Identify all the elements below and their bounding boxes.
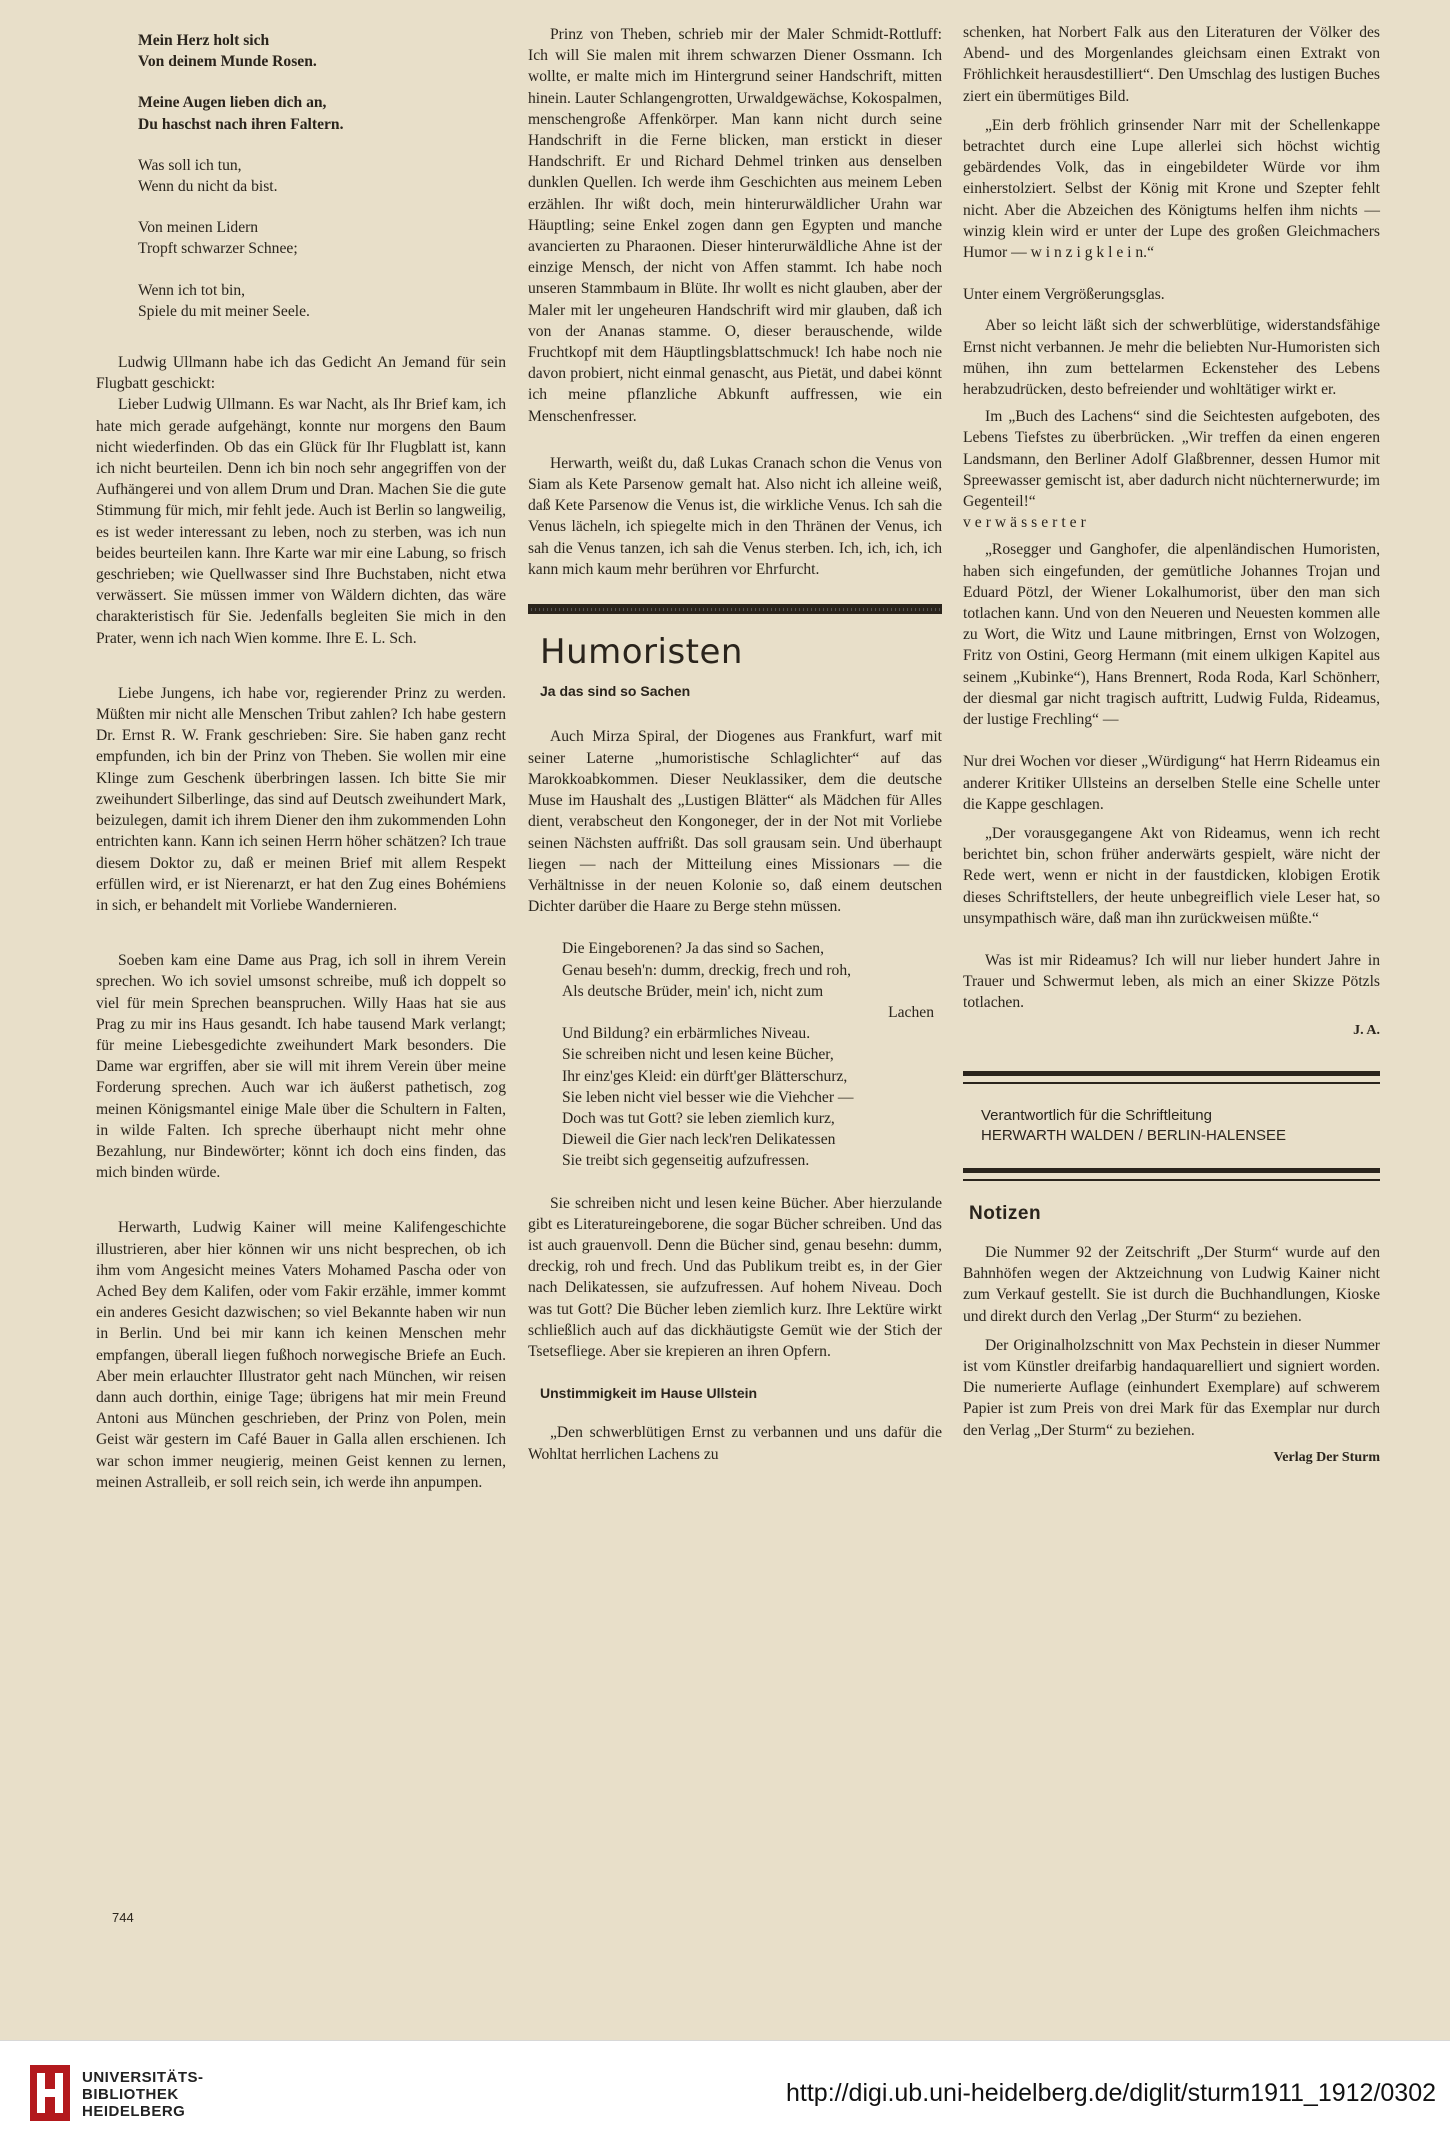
paragraph: Sie schreiben nicht und lesen keine Bücher. Aber hierzulande gibt es Literatureingeborene, die sogar Bücher schreiben. Und das ist auch grauenvoll. Denn die Bücher sind, genau besehn: dumm, dreckig, roh und frech. Und das Publikum treibt es, in der Gier nach Delikatessen, sie aufzufressen. Auf hohem Niveau. Doch was tut Gott? Die Bücher leben ziemlich kurz. Ihre Lektüre wirkt schließlich auch auf das dickhäutigste Gemüt wie der Stich der Tsetsefliege. Aber sie krepieren an ihren Opfern. [528, 1194, 942, 1360]
paragraph: Auch Mirza Spiral, der Diogenes aus Frankfurt, warf mit seiner Laterne „humoristische Schlaglichter“ auf das Marokkoabkommen. Dieser Neuklassiker, dem die deutsche Muse im Haushalt des „Lustigen Blätter“ als Mädchen für Alles dient, verabscheut den Kongoneger, der in der Not mit Vorliebe seinen Nächsten auffrißt. Das soll grausam sein. Und überhaupt liegen — nach der Mitteilung eines Missionars — die Verhältnisse in der neuen Kolonie so, daß einem deutschen Dichter darüber die Haare zu Berge stehn müssen. [528, 728, 942, 916]
paragraph: Nur drei Wochen vor dieser „Würdigung“ hat Herrn Rideamus ein anderer Kritiker Ullsteins an derselben Stelle eine Schelle unter die Kappe geschlagen. [963, 753, 1380, 813]
poem-line: Was soll ich tun, [138, 156, 242, 174]
paragraph: Der Originalholzschnitt von Max Pechstein in dieser Nummer ist vom Künstler dreifarbig handaquarelliert und signiert worden. Die numerierte Auflage (einhundert Exemplare) auf schwerem Papier ist zum Preis von drei Mark für das Exemplar nur durch den Verlag „Der Sturm“ zu beziehen. [963, 1336, 1380, 1439]
poem-line: Von deinem Munde Rosen. [138, 53, 317, 71]
divider [963, 1168, 1380, 1181]
poem-line: Lachen [888, 1003, 934, 1021]
poem-line: Und Bildung? ein erbärmliches Niveau. [562, 1025, 811, 1043]
column-middle [528, 24, 942, 1486]
paragraph: Was ist mir Rideamus? Ich will nur lieber hundert Jahre in Trauer und Schwermut leben, als mich an einer Skizze Pötzls totlachen. [963, 951, 1380, 1012]
poem-line: Spiele du mit meiner Seele. [138, 302, 310, 320]
poem-line: Dieweil die Gier nach leck'ren Delikatessen [562, 1131, 836, 1149]
poem-line: Mein Herz holt sich [138, 32, 270, 49]
signature: J. A. [1353, 1022, 1380, 1038]
university-seal-icon [28, 2063, 72, 2123]
notes-title: Notizen [969, 1202, 1042, 1224]
divider [963, 1071, 1380, 1084]
library-name [82, 2069, 204, 2120]
poem-line: Von meinen Lidern [138, 219, 259, 237]
poem-line: Die Eingeborenen? Ja das sind so Sachen, [562, 940, 824, 958]
poem-line: Ihr einz'ges Kleid: ein dürft'ger Blätterschurz, [562, 1067, 848, 1085]
poem-line: Du haschst nach ihren Faltern. [138, 115, 344, 133]
poem-line: Genau beseh'n: dumm, dreckig, frech und roh, [562, 961, 852, 979]
section-divider [528, 604, 942, 614]
section-title: Humoristen [540, 632, 743, 673]
paragraph: Soeben kam eine Dame aus Prag, ich soll in ihrem Verein sprechen. Wo ich soviel umsonst schreibe, muß ich doppelt so viel für mein Sprechen beanspruchen. Willy Haas hat sie aus Prag zu mir ins Haus gesandt. Ich habe tausend Mark verlangt; für meine Liebesgedichte zweihundert Mark besonders. Die Dame war ergriffen, aber sie will mit ihrem Verein über meine Forderung sprechen. Auch war ich äußerst pathetisch, zog meinen Königsmantel einige Male über die Schultern in Falten, in wilde Falten. Ich spreche überhaupt nicht mehr ohne Bezahlung, nur Bindewörter; könnt ich doch eins finden, das mich binden würde. [96, 952, 506, 1182]
paragraph: Im „Buch des Lachens“ sind die Seichtesten aufgeboten, des Lebens Tiefstes zu überbrücken. „Wir treffen da einen engeren Landsmann, den Berliner Adolf Glaßbrenner, dessen Humor mit Spreewasser gemischt ist, aber dadurch nicht nüchternerwurde; im Gegenteil!“ [963, 408, 1380, 511]
sub-title: Unstimmigkeit im Hause Ullstein [540, 1385, 758, 1402]
responsible-editor [981, 1106, 1380, 1146]
poem-line: Wenn du nicht da bist. [138, 178, 278, 196]
paragraph: Ludwig Ullmann habe ich das Gedicht An Jemand für sein Flugbatt geschickt: [96, 354, 506, 393]
responsible-line: HERWARTH WALDEN / BERLIN-HALENSEE [981, 1126, 1287, 1144]
paragraph: Herwarth, Ludwig Kainer will meine Kalifengeschichte illustrieren, aber hier können wir uns nicht besprechen, ob ich ihm vom Angesicht meines Vaters Mohamed Pascha oder von Ached Bey dem Kalifen, oder vom Fakir erzähle, immer kommt ein anderes Gesicht dazwischen; so viel Bekannte haben wir nun in Berlin. Und bei mir kann ich keinen Menschen mehr empfangen, überall liegen fußhoch norwegische Briefe an Euch. Aber mein erlauchter Illustrator geht nach München, wir reisen dann auch dorthin, einige Tage; übrigens hat mir mein Freund Antoni aus München geschrieben, der Prinz von Polen, mein Geist wär gestern im Café Bauer in Galla allen erschienen. Ich war schon immer neugierig, meinen Geist kennen zu lernen, meinen Astralleib, er soll reich sein, ich werde ihn anpumpen. [96, 1219, 506, 1491]
poem [138, 30, 506, 322]
poem-line: Wenn ich tot bin, [138, 281, 246, 299]
paragraph: Prinz von Theben, schrieb mir der Maler Schmidt-Rottluff: Ich will Sie malen mit ihrem schwarzen Diener Ossmann. Ich wollte, er malte mich im Hintergrund seiner Handschrift, mitten hinein. Lauter Schlangengrotten, Urwaldgewächse, Kokospalmen, menschengroße Affenkörper. Man kann nicht durch seine Handschrift in die Ferne blicken, man erstickt in dieser Handschrift. Er und Richard Dehmel trinken aus denselben dunklen Quellen. Ich werde ihm Geschichten aus meinem Leben erzählen. Ihr wißt doch, mein hinterurwäldlicher Urahn war Häuptling; seine Enkel zogen dann gen Egypten und manche avancierten zu Pharaonen. Dieser hinterurwäldliche Ahne ist der einzige Mensch, der nicht von Affen stammt. Ich habe noch unseren Stammbaum in Blüte. Ihr wollt es nicht glauben, aber der Maler mit ler ungeheuren Handschrift wird mir glauben, daß ich von der Ananas stamme. O, dieser berauschende, wilde Fruchtkopf mit dem Häuptlingsblattschmuck! Ich habe noch nie davon probiert, nicht einmal genascht, aus Pietät, und dabei könnt ich meine pflanzliche Abkunft auffressen, wie ein Menschenfresser. [528, 26, 942, 425]
poem-line: Als deutsche Brüder, mein' ich, nicht zum [562, 982, 824, 1000]
poem-stanza [138, 155, 506, 197]
poem-line: Doch was tut Gott? sie leben ziemlich kurz, [562, 1109, 835, 1127]
poem-humor [562, 938, 942, 1171]
poem-line: Sie treibt sich gegenseitig aufzufressen. [562, 1152, 810, 1170]
quote: „Ein derb fröhlich grinsender Narr mit der Schellenkappe betrachtet durch eine Lupe allerlei sich höchst wichtig gebärdendes Volk, das in eingebildeter Würde vor ihm einherstolziert. Selbst der König mit Krone und Szepter fehlt nicht. Aber die Abzeichen des Königtums helfen ihm nichts — winzig klein wird er unter der Lupe des großen Gleichmachers Humor — w i n z i g k l e i n.“ [963, 116, 1380, 262]
publisher-signature: Verlag Der Sturm [1273, 1449, 1380, 1465]
paragraph: Herwarth, weißt du, daß Lukas Cranach schon die Venus von Siam als Kete Parsenow gemalt hat. Also nicht ich alleine weiß, daß Kete Parsenow die Venus ist, die wirkliche Venus. Ich sah die Venus lächeln, ich spiegelte mich in den Thränen der Venus, ich sah die Venus tanzen, ich sah die Venus sterben. Ich, ich, ich, ich kann mich kaum mehr berühren vor Ehrfurcht. [528, 454, 942, 578]
poem-stanza [138, 217, 506, 259]
poem-line: Tropft schwarzer Schnee; [138, 240, 298, 258]
library-name-line: BIBLIOTHEK [82, 2086, 179, 2103]
column-right [963, 22, 1380, 1468]
paragraph: verwässerter [963, 514, 1090, 532]
poem-stanza [138, 92, 506, 134]
poem-stanza [138, 30, 506, 72]
paragraph: schenken, hat Norbert Falk aus den Literaturen der Völker des Abend- und des Morgenlandes gleichsam einen Extrakt von Fröhlichkeit herausdestilliert“. Den Umschlag des lustigen Buches ziert ein übermütiges Bild. [963, 24, 1380, 105]
footer-bar [0, 2040, 1450, 2145]
quote: „Rosegger und Ganghofer, die alpenländischen Humoristen, haben sich eingefunden, der gemütliche Johannes Trojan und Eduard Pötzl, der Wiener Lokalhumorist, über den man sich totlachen kann. Und von den Neueren und Neuesten kommen alle zu Wort, die Witz und Laune mitbringen, Ernst von Wolzogen, Fritz von Ostini, Georg Hermann (mit einem ulkigen Kapitel aus seinem „Kubinke“), Hans Brennert, Roda Roda, Karl Schönherr, der diesmal gar nicht tragisch auftritt, Ludwig Fulda, Rideamus, der lustige Frechling“ — [963, 541, 1380, 729]
paragraph: Aber so leicht läßt sich der schwerblütige, widerstandsfähige Ernst nicht verbannen. Je mehr die beliebten Nur-Humoristen sich mühen, ihn zum bettelarmen Eckensteher des Lebens herabzudrücken, desto befreiender und wohltätiger wirkt er. [963, 317, 1380, 399]
paragraph: Liebe Jungens, ich habe vor, regierender Prinz zu werden. Müßten mir nicht alle Menschen Tribut zahlen? Ich habe gestern Dr. Ernst R. W. Frank geschrieben: Sire. Sie haben ganz recht empfunden, ich bin der Prinz von Theben. Sie wollen mir eine Klinge zum Geschenk überbringen lassen. Ich bitte Sie mir zweihundert Silberlinge, das sind auf Deutsch zweihundert Mark, beizulegen, damit ich ihrem Diener den ihm zukommenden Lohn entrichten kann. Kann ich seinen Herrn höher schätzen? Ich traue diesem Doktor zu, daß er meinen Brief mit allem Respekt erfüllen wird, er ist Nierenarzt, er hat den Zug eines Bohémiens in sich, er behandelt mit Vorliebe Wandernieren. [96, 684, 506, 914]
poem-line: Sie schreiben nicht und lesen keine Bücher, [562, 1046, 834, 1064]
page-number: 744 [112, 1910, 134, 1925]
paragraph: „Den schwerblütigen Ernst zu verbannen und uns dafür die Wohltat herrlichen Lachens zu [528, 1424, 942, 1463]
poem-stanza [138, 280, 506, 322]
permalink-url[interactable]: http://digi.ub.uni-heidelberg.de/diglit/sturm1911_1912/0302 [786, 2079, 1436, 2107]
sub-title: Ja das sind so Sachen [540, 683, 691, 700]
responsible-line: Verantwortlich für die Schriftleitung [981, 1106, 1212, 1124]
poem-line: Meine Augen lieben dich an, [138, 94, 327, 112]
quote: „Der vorausgegangene Akt von Rideamus, wenn ich recht berichtet bin, schon früher anderwärts gespielt, wäre nicht der Rede wert, wenn er nicht in der faustdicken, klobigen Erotik dieses Schriftstellers, der heute unbegreiflich viele Leser hat, so unsympathisch wäre, daß man ihn zurückweisen müßte.“ [963, 824, 1380, 927]
library-name-line: HEIDELBERG [82, 2103, 186, 2120]
paragraph: Die Nummer 92 der Zeitschrift „Der Sturm“ wurde auf den Bahnhöfen wegen der Aktzeichnung von Ludwig Kainer nicht zum Verkauf gestellt. Sie ist durch die Buchhandlungen, Kioske und direkt durch den Verlag „Der Sturm“ zu beziehen. [963, 1243, 1380, 1325]
paragraph: Lieber Ludwig Ullmann. Es war Nacht, als Ihr Brief kam, ich hate mich gerade aufgehängt, konnte nur morgens den Baum nicht wiederfinden. Ob das ein Glück für Ihr Flugblatt ist, kann ich nicht beurteilen. Denn ich bin noch sehr angegriffen von der Aufhängerei und von allem Drum und Dran. Machen Sie die gute Stimmung für mich, mir fehlt jede. Auch ist Berlin so langweilig, es ist weder interessant zu leben, noch zu sterben, was ich nun beides beurteilen kann. Ihre Karte war mir eine Labung, so frisch geschrieben; wie Quellwasser sind Ihre Buchstaben, nicht etwa verwässert. Sie müssen immer von Wäldern dichten, das wäre charakteristisch für Sie. Jedenfalls begleiten Sie mich in den Prater, wenn ich nach Wien komme. Ihre E. L. Sch. [96, 396, 506, 647]
paragraph: Unter einem Vergrößerungsglas. [963, 286, 1165, 304]
column-left [96, 30, 506, 1514]
library-name-line: UNIVERSITÄTS- [82, 2069, 204, 2086]
poem-line: Sie leben nicht viel besser wie die Viehcher — [562, 1088, 854, 1106]
